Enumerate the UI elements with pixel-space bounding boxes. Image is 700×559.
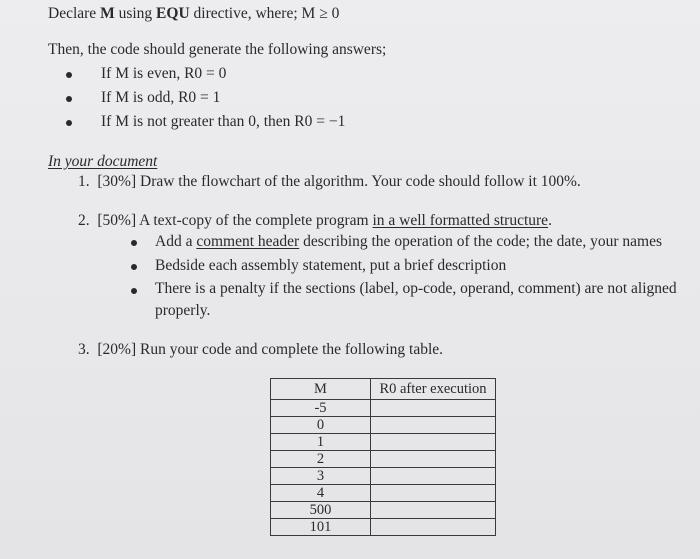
bullet-icon (131, 288, 137, 294)
table-row (271, 434, 496, 451)
r0-cell (371, 519, 496, 536)
m-cell: 4 (271, 485, 371, 502)
subitem-description: Bedside each assembly statement, put a brief description (155, 257, 507, 274)
m-cell: 3 (271, 468, 371, 485)
answer-odd: If M is odd, R0 = 1 (101, 89, 221, 106)
doc-heading: In your document (48, 153, 158, 170)
table-row (271, 485, 496, 502)
r0-cell (371, 485, 496, 502)
r0-cell (371, 468, 496, 485)
m-cell: 0 (271, 417, 371, 434)
answer-negative: If M is not greater than 0, then R0 = −1 (101, 113, 346, 130)
r0-cell (371, 400, 496, 417)
table-row (271, 502, 496, 519)
table-header-row (271, 379, 496, 400)
m-cell: 2 (271, 451, 371, 468)
table-row (271, 417, 496, 434)
m-cell: 101 (271, 519, 371, 536)
table-row (271, 451, 496, 468)
m-cell: 1 (271, 434, 371, 451)
bullet-icon (131, 240, 137, 246)
item-1: 1. [30%] Draw the flowchart of the algorithm. Your code should follow it 100%. (78, 173, 581, 190)
m-cell: 500 (271, 502, 371, 519)
table-row (271, 400, 496, 417)
subitem-penalty-cont: properly. (155, 302, 211, 319)
header-r0: R0 after execution (371, 379, 496, 400)
bullet-icon (66, 72, 72, 78)
m-cell: -5 (271, 400, 371, 417)
table-row (271, 519, 496, 536)
header-m: M (271, 379, 371, 400)
table-row (271, 468, 496, 485)
heading-line: Declare M using EQU directive, where; M ≥ 0 (48, 5, 340, 22)
intro-text: Then, the code should generate the following answers; (48, 41, 387, 58)
subitem-penalty: There is a penalty if the sections (label, op-code, operand, comment) are not aligned (155, 280, 677, 297)
results-table (270, 378, 496, 536)
item-2: 2. [50%] A text-copy of the complete program in a well formatted structure. (78, 212, 552, 229)
subitem-comment-header: Add a comment header describing the operation of the code; the date, your names (155, 233, 663, 250)
r0-cell (371, 451, 496, 468)
r0-cell (371, 417, 496, 434)
bullet-icon (66, 96, 72, 102)
bullet-icon (66, 120, 72, 126)
answer-even: If M is even, R0 = 0 (101, 65, 227, 82)
r0-cell (371, 434, 496, 451)
heading-var: M (100, 5, 115, 22)
bullet-icon (131, 264, 137, 270)
heading-directive: EQU (156, 5, 190, 22)
r0-cell (371, 502, 496, 519)
item-3: 3. [20%] Run your code and complete the following table. (78, 341, 444, 358)
